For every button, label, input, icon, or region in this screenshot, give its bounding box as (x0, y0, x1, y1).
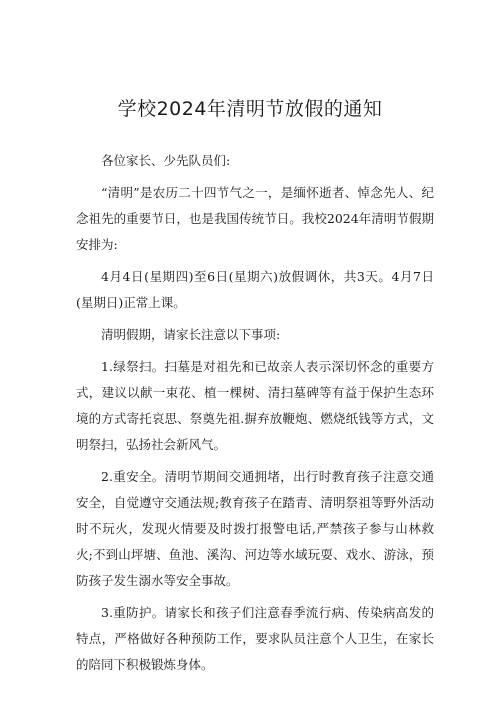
paragraph-item-3: 3.重防护。请家长和孩子们注意春季流行病、传染病高发的特点，严格做好各种预防工作，要求队员注意个人卫生，在家长的陪同下积极锻炼身体。 (76, 605, 434, 672)
salutation: 各位家长、少先队员们: (101, 153, 231, 168)
paragraph-notice-lead: 清明假期，请家长注意以下事项: (101, 327, 281, 342)
paragraph-item-2: 2.重安全。清明节期间交通拥堵，出行时教育孩子注意交通安全，自觉遵守交通法规;教育孩子在踏青、清明祭祖等野外活动时不玩火，发现火情要及时拨打报警电话,严禁孩子参与山林救火;不到山坪塘、鱼池、溪沟、河边等水域玩耍、戏水、游泳，预防孩子发生溺水等安全事故。 (76, 469, 434, 588)
document-title: 学校2024年清明节放假的通知 (117, 98, 383, 120)
paragraph-schedule: 4月4日(星期四)至6日(星期六)放假调休，共3天。4月7日(星期日)正常上课。 (76, 269, 434, 310)
paragraph-intro: “清明”是农历二十四节气之一，是缅怀逝者、悼念先人、纪念祖先的重要节日，也是我国传统节日。我校2024年清明节假期安排为: (76, 185, 434, 252)
paragraph-item-1: 1.绿祭扫。扫墓是对祖先和已故亲人表示深切怀念的重要方式，建议以献一束花、植一棵树、清扫墓碑等有益于保护生态环境的方式寄托哀思、祭奠先祖.摒弃放鞭炮、燃烧纸钱等方式，文明祭扫，弘扬社会新风气。 (76, 359, 434, 452)
document-body (76, 148, 434, 678)
